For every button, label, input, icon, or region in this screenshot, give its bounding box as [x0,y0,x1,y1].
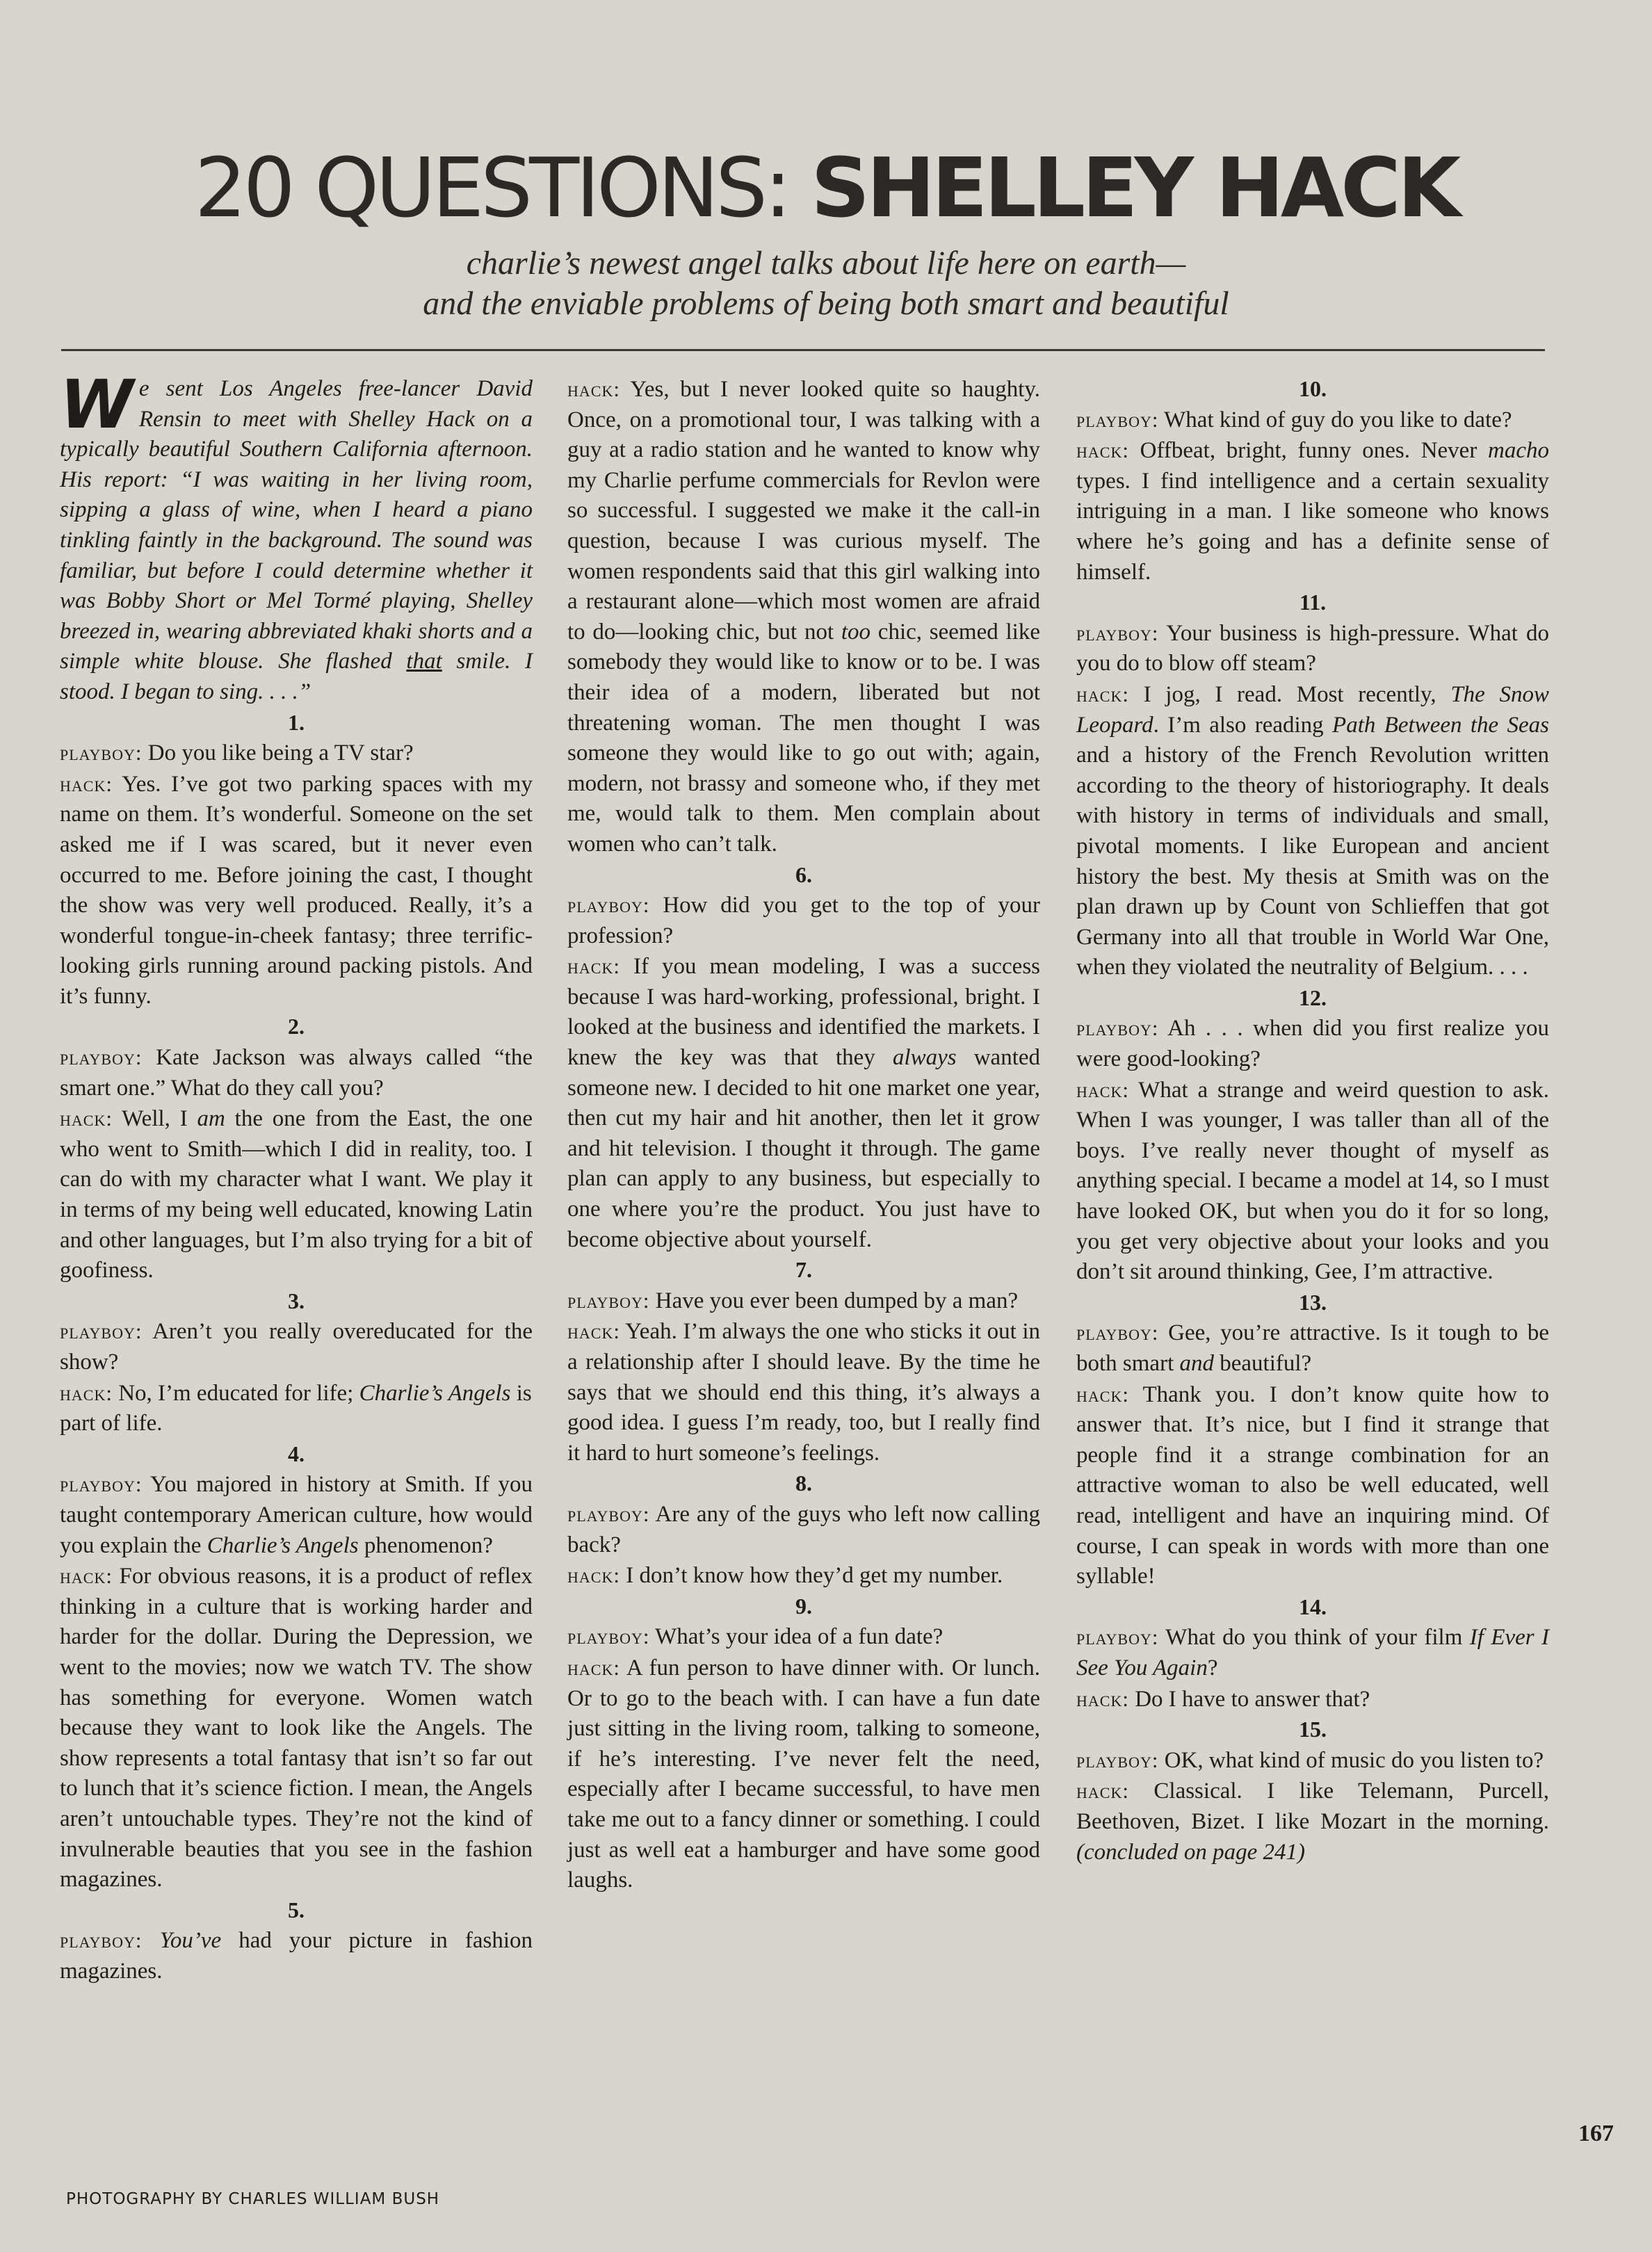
article-subtitle [0,243,1652,324]
answer-15-text: Classical. I like Telemann, Purcell, Beethoven, Bizet. I like Mozart in the morning. [1076,1779,1550,1834]
speaker-playboy: playboy: [60,1045,143,1070]
speaker-playboy: playboy: [60,1472,143,1497]
question-number-6: 6. [795,861,812,887]
intro-text: e sent Los Angeles free-lancer David Rensin to meet with Shelley Hack on a typically beautiful Southern California afternoon. His report: “I was waiting in her living room, sipping a glass of wine, when I heard a piano tinkling faintly in the background. The sound was familiar, but before I could determine whether it was Bobby Short or Mel Tormé playing, Shelley breezed in, wearing abbreviated khaki shorts and a simple white blouse. She flashed [60,376,533,674]
answer-2 [60,1103,533,1286]
question-number-9: 9. [795,1593,812,1619]
question-1 [60,738,533,769]
question-number-8: 8. [795,1471,812,1496]
question-number-10: 10. [1299,376,1327,401]
question-number-4: 4. [288,1441,305,1466]
answer-8 [567,1560,1040,1591]
speaker-playboy: playboy: [1076,620,1159,645]
answer-4 [60,1561,533,1895]
intro-paragraph [60,366,533,708]
intro-underlined: that [406,649,442,674]
intro-text-end: smile. I stood. I began to sing. . . .” [60,649,533,704]
speaker-hack: hack: [60,771,113,796]
question-11-text: Your business is high-pressure. What do you do to blow off steam? [1076,620,1549,677]
question-number-1: 1. [288,709,305,735]
question-7-text: Have you ever been dumped by a man? [655,1288,1019,1313]
question-5-emphasis: You’ve [159,1928,222,1954]
question-number-14: 14. [1299,1594,1327,1619]
question-2 [60,1042,533,1103]
answer-10-text: Offbeat, bright, funny ones. Never [1140,438,1489,464]
speaker-hack: hack: [1076,1779,1129,1804]
answer-7 [567,1316,1040,1468]
answer-2-text: Well, I [122,1106,197,1132]
question-number-2: 2. [288,1014,305,1039]
speaker-hack: hack: [567,377,620,401]
question-14-text-end: ? [1207,1655,1218,1680]
speaker-playboy: playboy: [567,893,650,918]
question-4-emphasis: Charlie’s Angels [206,1532,359,1558]
answer-13-text: Thank you. I don’t know quite how to answer that. It’s nice, but I find it strange that people find it a strange combination for an attractive woman to also be well educated, well read, intelligent and have an inquiring mind. Of course, I can speak in words with more than one syllable! [1076,1382,1550,1589]
answer-11-emphasis-2: Path Between the Seas [1332,712,1549,738]
column-1 [60,366,533,1986]
answer-10-text-end: types. I find intelligence and a certain sexuality intriguing in a man. I like someone who knows where he’s going and has a definite sense of himself. [1076,468,1549,585]
question-3 [60,1316,533,1377]
speaker-playboy: playboy: [567,1288,650,1313]
column-3 [1076,374,1549,1868]
header-rule [61,349,1545,351]
answer-6 [567,951,1040,1255]
question-number-12: 12. [1299,985,1327,1010]
question-3-text: Aren’t you really overeducated for the show? [60,1319,533,1375]
speaker-hack: hack: [1076,681,1129,706]
article-title [0,140,1652,236]
question-13-text: Gee, you’re attractive. Is it tough to be both smart [1076,1320,1550,1376]
question-13-emphasis: and [1179,1351,1214,1376]
question-number-15: 15. [1299,1717,1327,1742]
speaker-hack: hack: [567,1655,620,1680]
answer-6-emphasis: always [892,1045,957,1071]
speaker-playboy: playboy: [1076,1320,1159,1345]
answer-5-emphasis: too [841,619,871,645]
speaker-hack: hack: [1076,1077,1129,1102]
question-6-text: How did you get to the top of your profession? [567,893,1041,948]
question-number-3: 3. [288,1288,305,1313]
answer-5 [567,374,1040,860]
answer-4-text: For obvious reasons, it is a product of reflex thinking in a culture that is working harder and harder for the dollar. During the Depression, we went to the movies; now we watch TV. The show has something for everyone. Women watch because they want to look like the Angels. The show represents a total fantasy that isn’t so far out to lunch that it’s science fiction. I mean, the Angels aren’t untouchable types. They’re not the kind of invulnerable beauties that you see in the fashion magazines. [60,1564,533,1893]
question-10-text: What kind of guy do you like to date? [1164,407,1512,432]
question-4-text: You majored in history at Smith. If you taught contemporary American culture, how would you explain the [60,1472,533,1558]
speaker-hack: hack: [60,1564,113,1589]
question-14 [1076,1622,1549,1683]
answer-13 [1076,1379,1549,1592]
answer-1 [60,769,533,1012]
answer-6-text: If you mean modeling, I was a success because I was hard-working, professional, bright. I looked at the business and identified the markets. I knew the key was that they [567,954,1041,1071]
speaker-hack: hack: [567,1563,620,1588]
answer-11-text-mid: . I’m also reading [1153,712,1333,738]
answer-11-emphasis-1: The Snow Leopard [1076,681,1549,738]
question-15 [1076,1745,1549,1776]
speaker-hack: hack: [567,954,620,979]
answer-3-text-end: is part of life. [60,1380,532,1436]
speaker-hack: hack: [1076,1382,1129,1407]
answer-9 [567,1653,1040,1896]
subtitle-line-1: charlie’s newest angel talks about life here on earth— [466,245,1186,282]
answer-2-emphasis: am [197,1106,225,1132]
answer-10 [1076,435,1549,588]
question-13-text-end: beautiful? [1213,1351,1312,1376]
question-5 [60,1925,533,1986]
answer-8-text: I don’t know how they’d get my number. [626,1563,1003,1589]
speaker-playboy: playboy: [60,1928,143,1953]
answer-12 [1076,1075,1549,1288]
question-14-text: What do you think of your film [1165,1625,1470,1651]
question-8-text: Are any of the guys who left now calling back? [567,1501,1040,1557]
question-number-5: 5. [288,1897,305,1922]
answer-3 [60,1378,533,1439]
question-12-text: Ah . . . when did you first realize you were good-looking? [1076,1016,1549,1072]
question-4-text-end: phenomenon? [358,1532,493,1558]
title-name: SHELLEY HACK [811,140,1458,236]
question-15-text: OK, what kind of music do you listen to? [1164,1747,1544,1773]
speaker-playboy: playboy: [1076,1747,1159,1772]
question-14-emphasis: If Ever I See You Again [1076,1625,1549,1680]
question-8 [567,1499,1040,1560]
question-5-text: had your picture in fashion magazines. [60,1928,533,1984]
speaker-playboy: playboy: [1076,1625,1159,1650]
question-1-text: Do you like being a TV star? [147,740,414,766]
question-7 [567,1286,1040,1317]
question-11 [1076,618,1549,679]
continuation-note: (concluded on page 241) [1076,1839,1305,1865]
answer-11-text: I jog, I read. Most recently, [1143,681,1451,707]
speaker-hack: hack: [60,1380,113,1405]
column-2 [567,374,1040,1896]
answer-14 [1076,1684,1549,1715]
speaker-playboy: playboy: [60,1319,143,1344]
question-2-text: Kate Jackson was always called “the smart one.” What do they call you? [60,1045,533,1101]
drop-cap: W [60,366,133,444]
answer-3-emphasis: Charlie’s Angels [359,1380,511,1406]
question-4 [60,1469,533,1561]
answer-11 [1076,679,1549,983]
question-12 [1076,1013,1549,1074]
answer-6-text-end: wanted someone new. I decided to hit one market one year, then cut my hair and hit another, then let it grow and hit television. I thought it through. The game plan can apply to any business, but especially to one where you’re the product. You just have to become objective about yourself. [567,1045,1041,1252]
answer-10-emphasis: macho [1488,438,1549,464]
answer-7-text: Yeah. I’m always the one who sticks it out in a relationship after I should leave. By the time he says that we should end this thing, it’s always a good idea. I guess I’m ready, too, but I really find it hard to hurt someone’s feelings. [567,1319,1040,1466]
answer-9-text: A fun person to have dinner with. Or lunch. Or to go to the beach with. I can have a fun date just sitting in the living room, talking to someone, if he’s interesting. I’ve never felt the need, especially after I became successful, to have men take me out to a fancy dinner or something. I could just as well eat a hamburger and have some good laughs. [567,1655,1040,1893]
speaker-hack: hack: [1076,1686,1129,1711]
answer-12-text: What a strange and weird question to ask. When I was younger, I was taller than all of the boys. I’ve really never thought of myself as anything special. I became a model at 14, so I must have looked OK, but when you do it for so long, you get very objective about your looks and you don’t sit around thinking, Gee, I’m attractive. [1076,1077,1550,1285]
question-9 [567,1621,1040,1653]
answer-2-text-end: the one from the East, the one who went to Smith—which I did in reality, too. I can do with my character what I want. We play it in terms of my being well educated, knowing Latin and other languages, but I’m also trying for a bit of goofiness. [60,1106,533,1283]
speaker-playboy: playboy: [1076,1016,1159,1041]
speaker-playboy: playboy: [1076,407,1159,432]
answer-5-text-end: chic, seemed like somebody they would like to know or to be. I was their idea of a modern, liberated but not threatening woman. The men thought I was someone they would like to go out with; again, modern, not brassy and someone who, if they met me, would talk to them. Men complain about women who can’t talk. [567,619,1040,857]
speaker-hack: hack: [1076,438,1129,463]
speaker-playboy: playboy: [567,1624,650,1649]
answer-14-text: Do I have to answer that? [1135,1686,1370,1712]
photo-credit: PHOTOGRAPHY BY CHARLES WILLIAM BUSH [66,2190,440,2208]
speaker-hack: hack: [60,1106,113,1131]
speaker-hack: hack: [567,1319,620,1344]
answer-5-text: Yes, but I never looked quite so haughty. Once, on a promotional tour, I was talking with a guy at a radio station and he wanted to know why my Charlie perfume commercials for Revlon were so successful. I suggested we make it the call-in question, because I was curious myself. The women respondents said that this girl walking into a restaurant alone—which most women are afraid to do—looking chic, but not [567,377,1040,645]
question-10 [1076,405,1549,436]
question-13 [1076,1318,1549,1379]
question-9-text: What’s your idea of a fun date? [655,1624,944,1650]
speaker-playboy: playboy: [567,1501,650,1526]
subtitle-line-2: and the enviable problems of being both smart and beautiful [423,285,1229,322]
question-6 [567,890,1040,951]
answer-15 [1076,1776,1549,1868]
answer-3-text: No, I’m educated for life; [118,1380,359,1406]
question-number-13: 13. [1299,1289,1327,1315]
question-number-11: 11. [1299,590,1327,615]
speaker-playboy: playboy: [60,740,143,765]
answer-1-text: Yes. I’ve got two parking spaces with my name on them. It’s wonderful. Someone on the set asked me if I was scared, but it never even occurred to me. Before joining the cast, I thought the show was very well produced. Really, it’s a wonderful tongue-in-cheek fantasy; three terrific-looking girls running around packing pistols. And it’s funny. [60,771,533,1009]
title-prefix: 20 QUESTIONS: [194,140,811,236]
question-number-7: 7. [795,1257,812,1283]
page-number: 167 [1578,2121,1614,2146]
answer-11-text-end: and a history of the French Revolution written according to the theory of historiography. It deals with history in terms of individuals and small, pivotal moments. I like European and ancient history the best. My thesis at Smith was on the plan drawn up by Count von Schlieffen that got Germany into all that trouble in World War One, when they violated the neutrality of Belgium. . . . [1076,743,1549,980]
